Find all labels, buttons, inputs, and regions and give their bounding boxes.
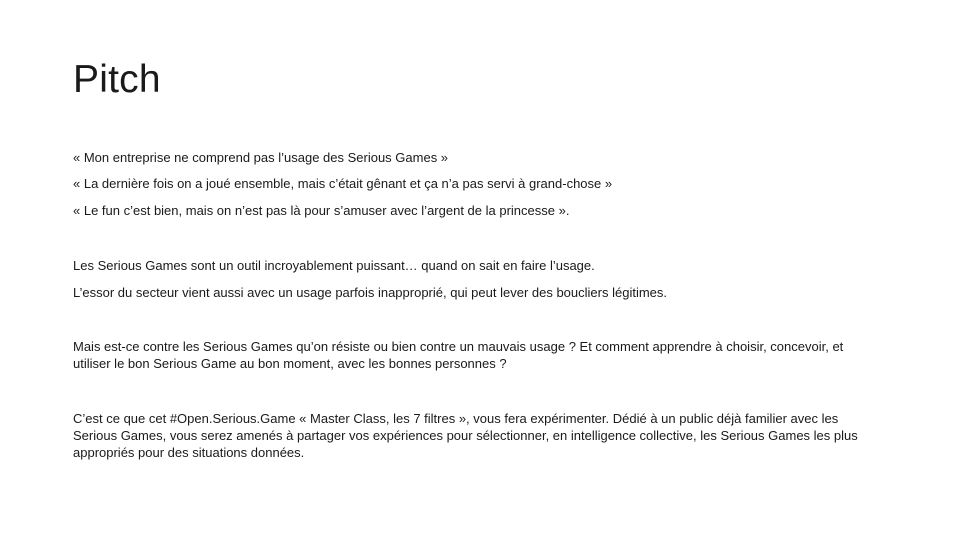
quote-item: « Le fun c’est bien, mais on n’est pas là pour s’amuser avec l’argent de la princesse ». <box>73 203 570 218</box>
quote-item: « Mon entreprise ne comprend pas l’usage des Serious Games » <box>73 150 449 165</box>
paragraph: Mais est-ce contre les Serious Games qu’on résiste ou bien contre un mauvais usage ? Et comment apprendre à choisir, concevoir, et utiliser le bon Serious Game au bon moment, avec les bonnes personnes ? <box>73 339 844 371</box>
slide-title: Pitch <box>73 58 161 101</box>
paragraph: Les Serious Games sont un outil incroyablement puissant… quand on sait en faire l’usage. <box>73 258 595 273</box>
paragraph: L’essor du secteur vient aussi avec un usage parfois inapproprié, qui peut lever des boucliers légitimes. <box>73 285 668 300</box>
paragraph: C’est ce que cet #Open.Serious.Game « Master Class, les 7 filtres », vous fera expérimenter. Dédié à un public déjà familier avec les Serious Games, vous serez amenés à partager vos expériences pour sélectionner, en intelligence collective, les Serious Games les plus appropriés pour des situations données. <box>73 411 858 460</box>
quote-item: « La dernière fois on a joué ensemble, mais c’était gênant et ça n’a pas servi à grand-chose » <box>73 176 613 191</box>
